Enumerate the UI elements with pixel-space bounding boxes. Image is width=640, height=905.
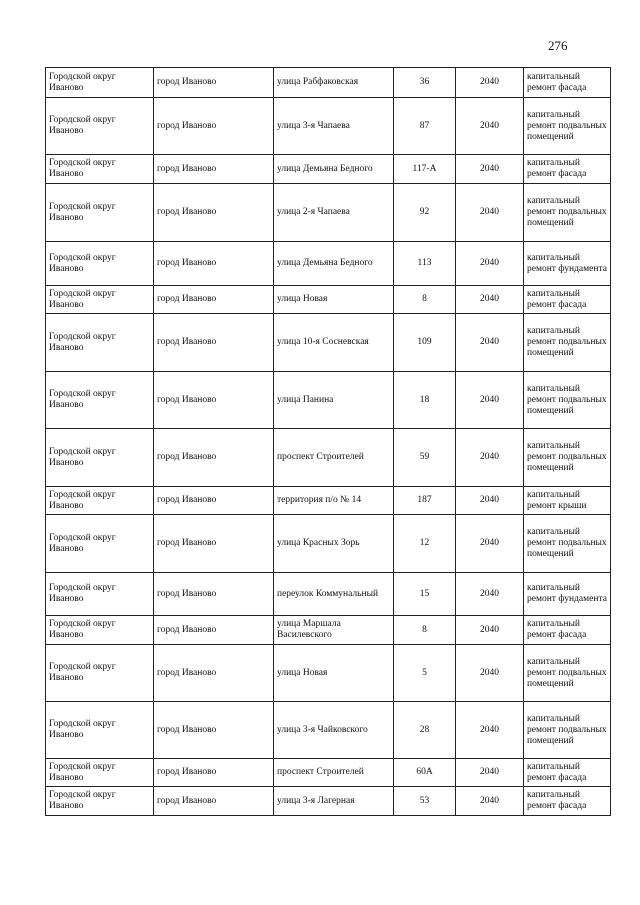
district-cell: Городской округ Иваново <box>46 372 154 429</box>
street-cell: улица 3-я Лагерная <box>274 787 394 816</box>
settlement-cell: город Иваново <box>154 242 274 286</box>
work-type-cell: капитальный ремонт фасада <box>524 68 611 98</box>
district-cell: Городской округ Иваново <box>46 616 154 645</box>
year-cell: 2040 <box>456 286 524 314</box>
settlement-cell: город Иваново <box>154 787 274 816</box>
street-cell: проспект Строителей <box>274 759 394 787</box>
year-cell: 2040 <box>456 184 524 242</box>
settlement-cell: город Иваново <box>154 487 274 515</box>
settlement-cell: город Иваново <box>154 573 274 616</box>
table-row <box>46 98 611 155</box>
table-row <box>46 616 611 645</box>
district-cell: Городской округ Иваново <box>46 429 154 487</box>
table-row <box>46 429 611 487</box>
year-cell: 2040 <box>456 515 524 573</box>
settlement-cell: город Иваново <box>154 372 274 429</box>
work-type-cell: капитальный ремонт фасада <box>524 616 611 645</box>
table-row <box>46 787 611 816</box>
table-row <box>46 759 611 787</box>
district-cell: Городской округ Иваново <box>46 787 154 816</box>
page-number: 276 <box>548 38 568 53</box>
street-cell: улица Рабфаковская <box>274 68 394 98</box>
street-cell: улица Панина <box>274 372 394 429</box>
settlement-cell: город Иваново <box>154 286 274 314</box>
settlement-cell: город Иваново <box>154 616 274 645</box>
year-cell: 2040 <box>456 314 524 372</box>
house-number-cell: 59 <box>394 429 456 487</box>
work-type-cell: капитальный ремонт подвальных помещений <box>524 429 611 487</box>
street-cell: улица 3-я Чайковского <box>274 702 394 759</box>
house-number-cell: 36 <box>394 68 456 98</box>
year-cell: 2040 <box>456 616 524 645</box>
street-cell: улица Демьяна Бедного <box>274 155 394 184</box>
table-row <box>46 155 611 184</box>
year-cell: 2040 <box>456 429 524 487</box>
table-row <box>46 515 611 573</box>
work-type-cell: капитальный ремонт подвальных помещений <box>524 702 611 759</box>
settlement-cell: город Иваново <box>154 98 274 155</box>
work-type-cell: капитальный ремонт подвальных помещений <box>524 314 611 372</box>
settlement-cell: город Иваново <box>154 645 274 702</box>
table-row <box>46 645 611 702</box>
district-cell: Городской округ Иваново <box>46 242 154 286</box>
repair-schedule-table <box>45 67 611 816</box>
street-cell: улица Маршала Василевского <box>274 616 394 645</box>
year-cell: 2040 <box>456 68 524 98</box>
year-cell: 2040 <box>456 759 524 787</box>
year-cell: 2040 <box>456 242 524 286</box>
work-type-cell: капитальный ремонт фасада <box>524 155 611 184</box>
settlement-cell: город Иваново <box>154 155 274 184</box>
year-cell: 2040 <box>456 98 524 155</box>
house-number-cell: 109 <box>394 314 456 372</box>
table-row <box>46 242 611 286</box>
district-cell: Городской округ Иваново <box>46 645 154 702</box>
work-type-cell: капитальный ремонт подвальных помещений <box>524 98 611 155</box>
house-number-cell: 18 <box>394 372 456 429</box>
table-row <box>46 68 611 98</box>
work-type-cell: капитальный ремонт фасада <box>524 286 611 314</box>
year-cell: 2040 <box>456 645 524 702</box>
district-cell: Городской округ Иваново <box>46 759 154 787</box>
year-cell: 2040 <box>456 155 524 184</box>
house-number-cell: 53 <box>394 787 456 816</box>
table-row <box>46 372 611 429</box>
district-cell: Городской округ Иваново <box>46 286 154 314</box>
district-cell: Городской округ Иваново <box>46 98 154 155</box>
table-row <box>46 702 611 759</box>
year-cell: 2040 <box>456 787 524 816</box>
house-number-cell: 113 <box>394 242 456 286</box>
work-type-cell: капитальный ремонт фасада <box>524 787 611 816</box>
street-cell: улица Новая <box>274 645 394 702</box>
settlement-cell: город Иваново <box>154 702 274 759</box>
work-type-cell: капитальный ремонт подвальных помещений <box>524 645 611 702</box>
house-number-cell: 15 <box>394 573 456 616</box>
street-cell: улица Красных Зорь <box>274 515 394 573</box>
settlement-cell: город Иваново <box>154 429 274 487</box>
house-number-cell: 187 <box>394 487 456 515</box>
settlement-cell: город Иваново <box>154 515 274 573</box>
work-type-cell: капитальный ремонт фасада <box>524 759 611 787</box>
district-cell: Городской округ Иваново <box>46 184 154 242</box>
table-row <box>46 184 611 242</box>
house-number-cell: 12 <box>394 515 456 573</box>
street-cell: проспект Строителей <box>274 429 394 487</box>
settlement-cell: город Иваново <box>154 184 274 242</box>
district-cell: Городской округ Иваново <box>46 515 154 573</box>
house-number-cell: 117-А <box>394 155 456 184</box>
house-number-cell: 60А <box>394 759 456 787</box>
work-type-cell: капитальный ремонт подвальных помещений <box>524 515 611 573</box>
work-type-cell: капитальный ремонт крыши <box>524 487 611 515</box>
table-body <box>46 68 611 816</box>
work-type-cell: капитальный ремонт подвальных помещений <box>524 372 611 429</box>
street-cell: улица 10-я Сосневская <box>274 314 394 372</box>
year-cell: 2040 <box>456 487 524 515</box>
district-cell: Городской округ Иваново <box>46 314 154 372</box>
table-row <box>46 487 611 515</box>
table-row <box>46 573 611 616</box>
district-cell: Городской округ Иваново <box>46 487 154 515</box>
house-number-cell: 92 <box>394 184 456 242</box>
house-number-cell: 8 <box>394 286 456 314</box>
work-type-cell: капитальный ремонт фундамента <box>524 573 611 616</box>
district-cell: Городской округ Иваново <box>46 155 154 184</box>
district-cell: Городской округ Иваново <box>46 573 154 616</box>
house-number-cell: 28 <box>394 702 456 759</box>
house-number-cell: 8 <box>394 616 456 645</box>
year-cell: 2040 <box>456 372 524 429</box>
year-cell: 2040 <box>456 702 524 759</box>
work-type-cell: капитальный ремонт подвальных помещений <box>524 184 611 242</box>
district-cell: Городской округ Иваново <box>46 702 154 759</box>
table-row <box>46 286 611 314</box>
work-type-cell: капитальный ремонт фундамента <box>524 242 611 286</box>
street-cell: улица 2-я Чапаева <box>274 184 394 242</box>
house-number-cell: 5 <box>394 645 456 702</box>
settlement-cell: город Иваново <box>154 314 274 372</box>
district-cell: Городской округ Иваново <box>46 68 154 98</box>
street-cell: улица 3-я Чапаева <box>274 98 394 155</box>
settlement-cell: город Иваново <box>154 68 274 98</box>
street-cell: территория п/о № 14 <box>274 487 394 515</box>
street-cell: переулок Коммунальный <box>274 573 394 616</box>
street-cell: улица Демьяна Бедного <box>274 242 394 286</box>
table-row <box>46 314 611 372</box>
year-cell: 2040 <box>456 573 524 616</box>
house-number-cell: 87 <box>394 98 456 155</box>
street-cell: улица Новая <box>274 286 394 314</box>
settlement-cell: город Иваново <box>154 759 274 787</box>
